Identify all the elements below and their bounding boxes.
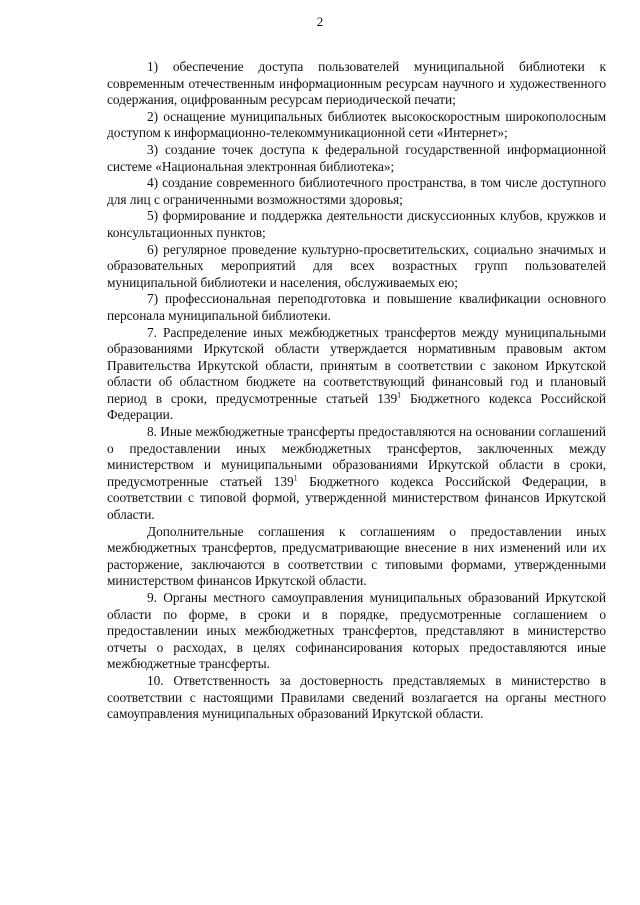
clause-7-text-end: Бюджетного кодекса Российской Федерации.	[107, 390, 606, 423]
clause-9: 9. Органы местного самоуправления муниципальных образований Иркутской области по форме, в сроки и в порядке, предусмотренные соглашением о предоставлении иных межбюджетных трансфертов, представляют в министерство отчеты о расходах, в целях софинансирования которых предоставляются иные межбюджетные трансферты.	[107, 590, 606, 672]
clause-8-additional: Дополнительные соглашения к соглашениям о предоставлении иных межбюджетных трансфертов, предусматривающие внесение в них изменений или их расторжение, заключаются в соответствии с типовыми формами, утвержденными министерством финансов Иркутской области.	[107, 523, 606, 589]
list-item: 5) формирование и поддержка деятельности дискуссионных клубов, кружков и консультационных пунктов;	[107, 208, 606, 240]
clause-8-text-end: Бюджетного кодекса Российской Федерации, в соответствии с типовой формой, утвержденной министерством финансов Иркутской области.	[107, 473, 606, 523]
list-item: 1) обеспечение доступа пользователей муниципальной библиотеки к современным отечественным информационным ресурсам научного и художественного содержания, оцифрованным ресурсам периодической печати;	[107, 59, 606, 108]
article-superscript: 1	[397, 390, 402, 400]
article-superscript: 1	[293, 473, 298, 483]
clause-7-text: 7. Распределение иных межбюджетных трансфертов между муниципальными образованиями Иркутской области утверждается нормативным правовым актом Правительства Иркутской области, принятым в соответствии с законом Иркутской области об областном бюджете на соответствующий финансовый год и плановый период в сроки, предусмотренные статьей 139	[107, 324, 606, 406]
page-number: 2	[316, 14, 324, 29]
clause-10: 10. Ответственность за достоверность представляемых в министерство в соответствии с настоящими Правилами сведений возлагается на органы местного самоуправления муниципальных образований Иркутской области.	[107, 672, 606, 722]
clause-8-text: 8. Иные межбюджетные трансферты предоставляются на основании соглашений о предоставлении иных межбюджетных трансфертов, заключенных между министерством и муниципальными образованиями Иркутской области в сроки, предусмотренные статьей 139	[107, 424, 606, 489]
list-item: 6) регулярное проведение культурно-просветительских, социально значимых и образовательных мероприятий для всех возрастных групп пользователей муниципальной библиотеки и населения, обслуживаемых ею;	[107, 241, 606, 290]
list-item: 7) профессиональная переподготовка и повышение квалификации основного персонала муниципальной библиотеки.	[107, 291, 606, 323]
clause-7	[107, 325, 606, 425]
list-item: 4) создание современного библиотечного пространства, в том числе доступного для лиц с ограниченными возможностями здоровья;	[107, 175, 606, 207]
list-item: 2) оснащение муниципальных библиотек высокоскоростным широкополосным доступом к информационно-телекоммуникационной сети «Интернет»;	[107, 108, 606, 141]
list-item: 3) создание точек доступа к федеральной государственной информационной системе «Национальная электронная библиотека»;	[107, 141, 606, 174]
document-body	[107, 59, 606, 723]
clause-8	[107, 424, 606, 524]
